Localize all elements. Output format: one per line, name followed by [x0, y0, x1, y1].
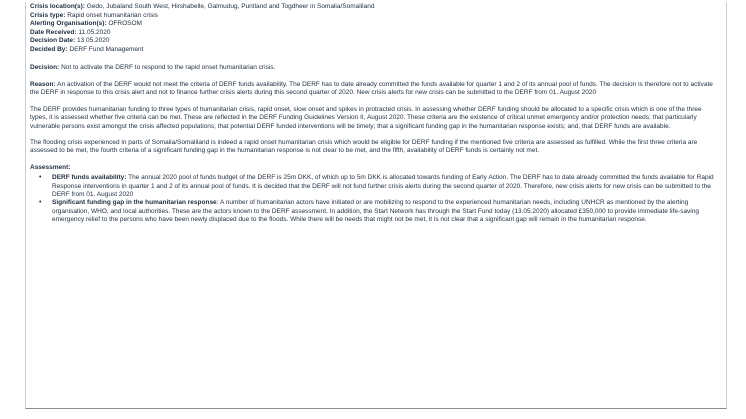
assessment-heading: Assessment: — [30, 163, 71, 171]
decision-date-line: Decision Date: 13.05.2020 — [30, 37, 110, 45]
assessment-item-funding-gap: • Significant funding gap in the humanitarian response: A number of humanitarian actors have initiated or are mobilizing to respond to the experienced humanitarian needs, including UNHCR as mentioned by the alerting organisation, WHO, and local authorities. These are the actors known to the DERF assessment. In addition, the Start Network has through the Start Fund today (13.05.2020) allocated £350,000 to provide immediate life-saving emergency relief to the persons who have been newly displaced due to the floods. While there will be needs that might not be met, it is not clear that a significant gap will remain in the humanitarian response. — [38, 199, 720, 224]
document-body — [30, 3, 720, 225]
alerting-organisation-line: Alerting Organisation(s): OFROSOM — [30, 20, 142, 28]
crisis-type-line: Crisis type: Rapid onset humanitarian crisis — [30, 11, 158, 19]
assessment-list — [30, 174, 720, 224]
date-received-line: Date Received: 11.05.2020 — [30, 28, 111, 36]
crisis-location-line: Crisis location(s): Gedo, Jubaland South West, Hirshabelle, Galmudug, Puntland and Togdheer in Somalia/Somaliland — [30, 3, 375, 10]
derf-provides-paragraph: The DERF provides humanitarian funding to three types of humanitarian crisis, rapid onset, slow onset and spikes in protracted crisis. In assessing whether DERF funding should be allocated to a specific crisis which is one of the three types, it is assessed whether five criteria can be met. These are reflected in the DERF Funding Guidelines Version II, August 2020. These criteria are the existence of critical unmet emergency and/or protection needs; that particularly vulnerable persons exist amongst the crisis affected populations; that potential DERF funded interventions will be timely; that a significant funding gap in the humanitarian response exists; and, that DERF funds are available. — [30, 105, 702, 130]
reason-paragraph: Reason: An activation of the DERF would not meet the criteria of DERF funds availability. The DERF has to date already committed the funds available for quarter 1 and 2 of its annual pool of funds. The decision is therefore not to activate the DERF in response to this crisis alert and not to finance further crisis alerts during this second quarter of 2020. New crisis alerts for new crisis can be submitted to the DERF from 01. August 2020 — [30, 80, 713, 97]
crisis-metadata — [30, 3, 720, 55]
assessment-item-funds-availability: • DERF funds availability: The annual 2020 pool of funds budget of the DERF is 25m DKK, of which up to 5m DKK is allocated towards funding of Early Action. The DERF has to date already committed the funds available for Rapid Response interventions in quarter 1 and 2 of its annual pool of funds. It is decided that the DERF will not fund further crisis alerts during the second quarter of 2020. Therefore, new crisis alerts for new crisis can be submitted to the DERF from 01. August 2020 — [38, 174, 720, 199]
flooding-crisis-paragraph: The flooding crisis experienced in parts of Somalia/Somaliland is indeed a rapid onset humanitarian crisis which would be eligible for DERF funding if the mentioned five criteria are assessed as fulfilled. While the first three criteria are assessed to be met, the fourth criteria of a significant funding gap in the humanitarian response is not clear to be met, and the fifth, availability of DERF funds is certainly not met. — [30, 139, 698, 155]
decision-paragraph: Decision: Not to activate the DERF to respond to the rapid onset humanitarian crisis. — [30, 63, 276, 71]
decided-by-line: Decided By: DERF Fund Management — [30, 45, 144, 53]
